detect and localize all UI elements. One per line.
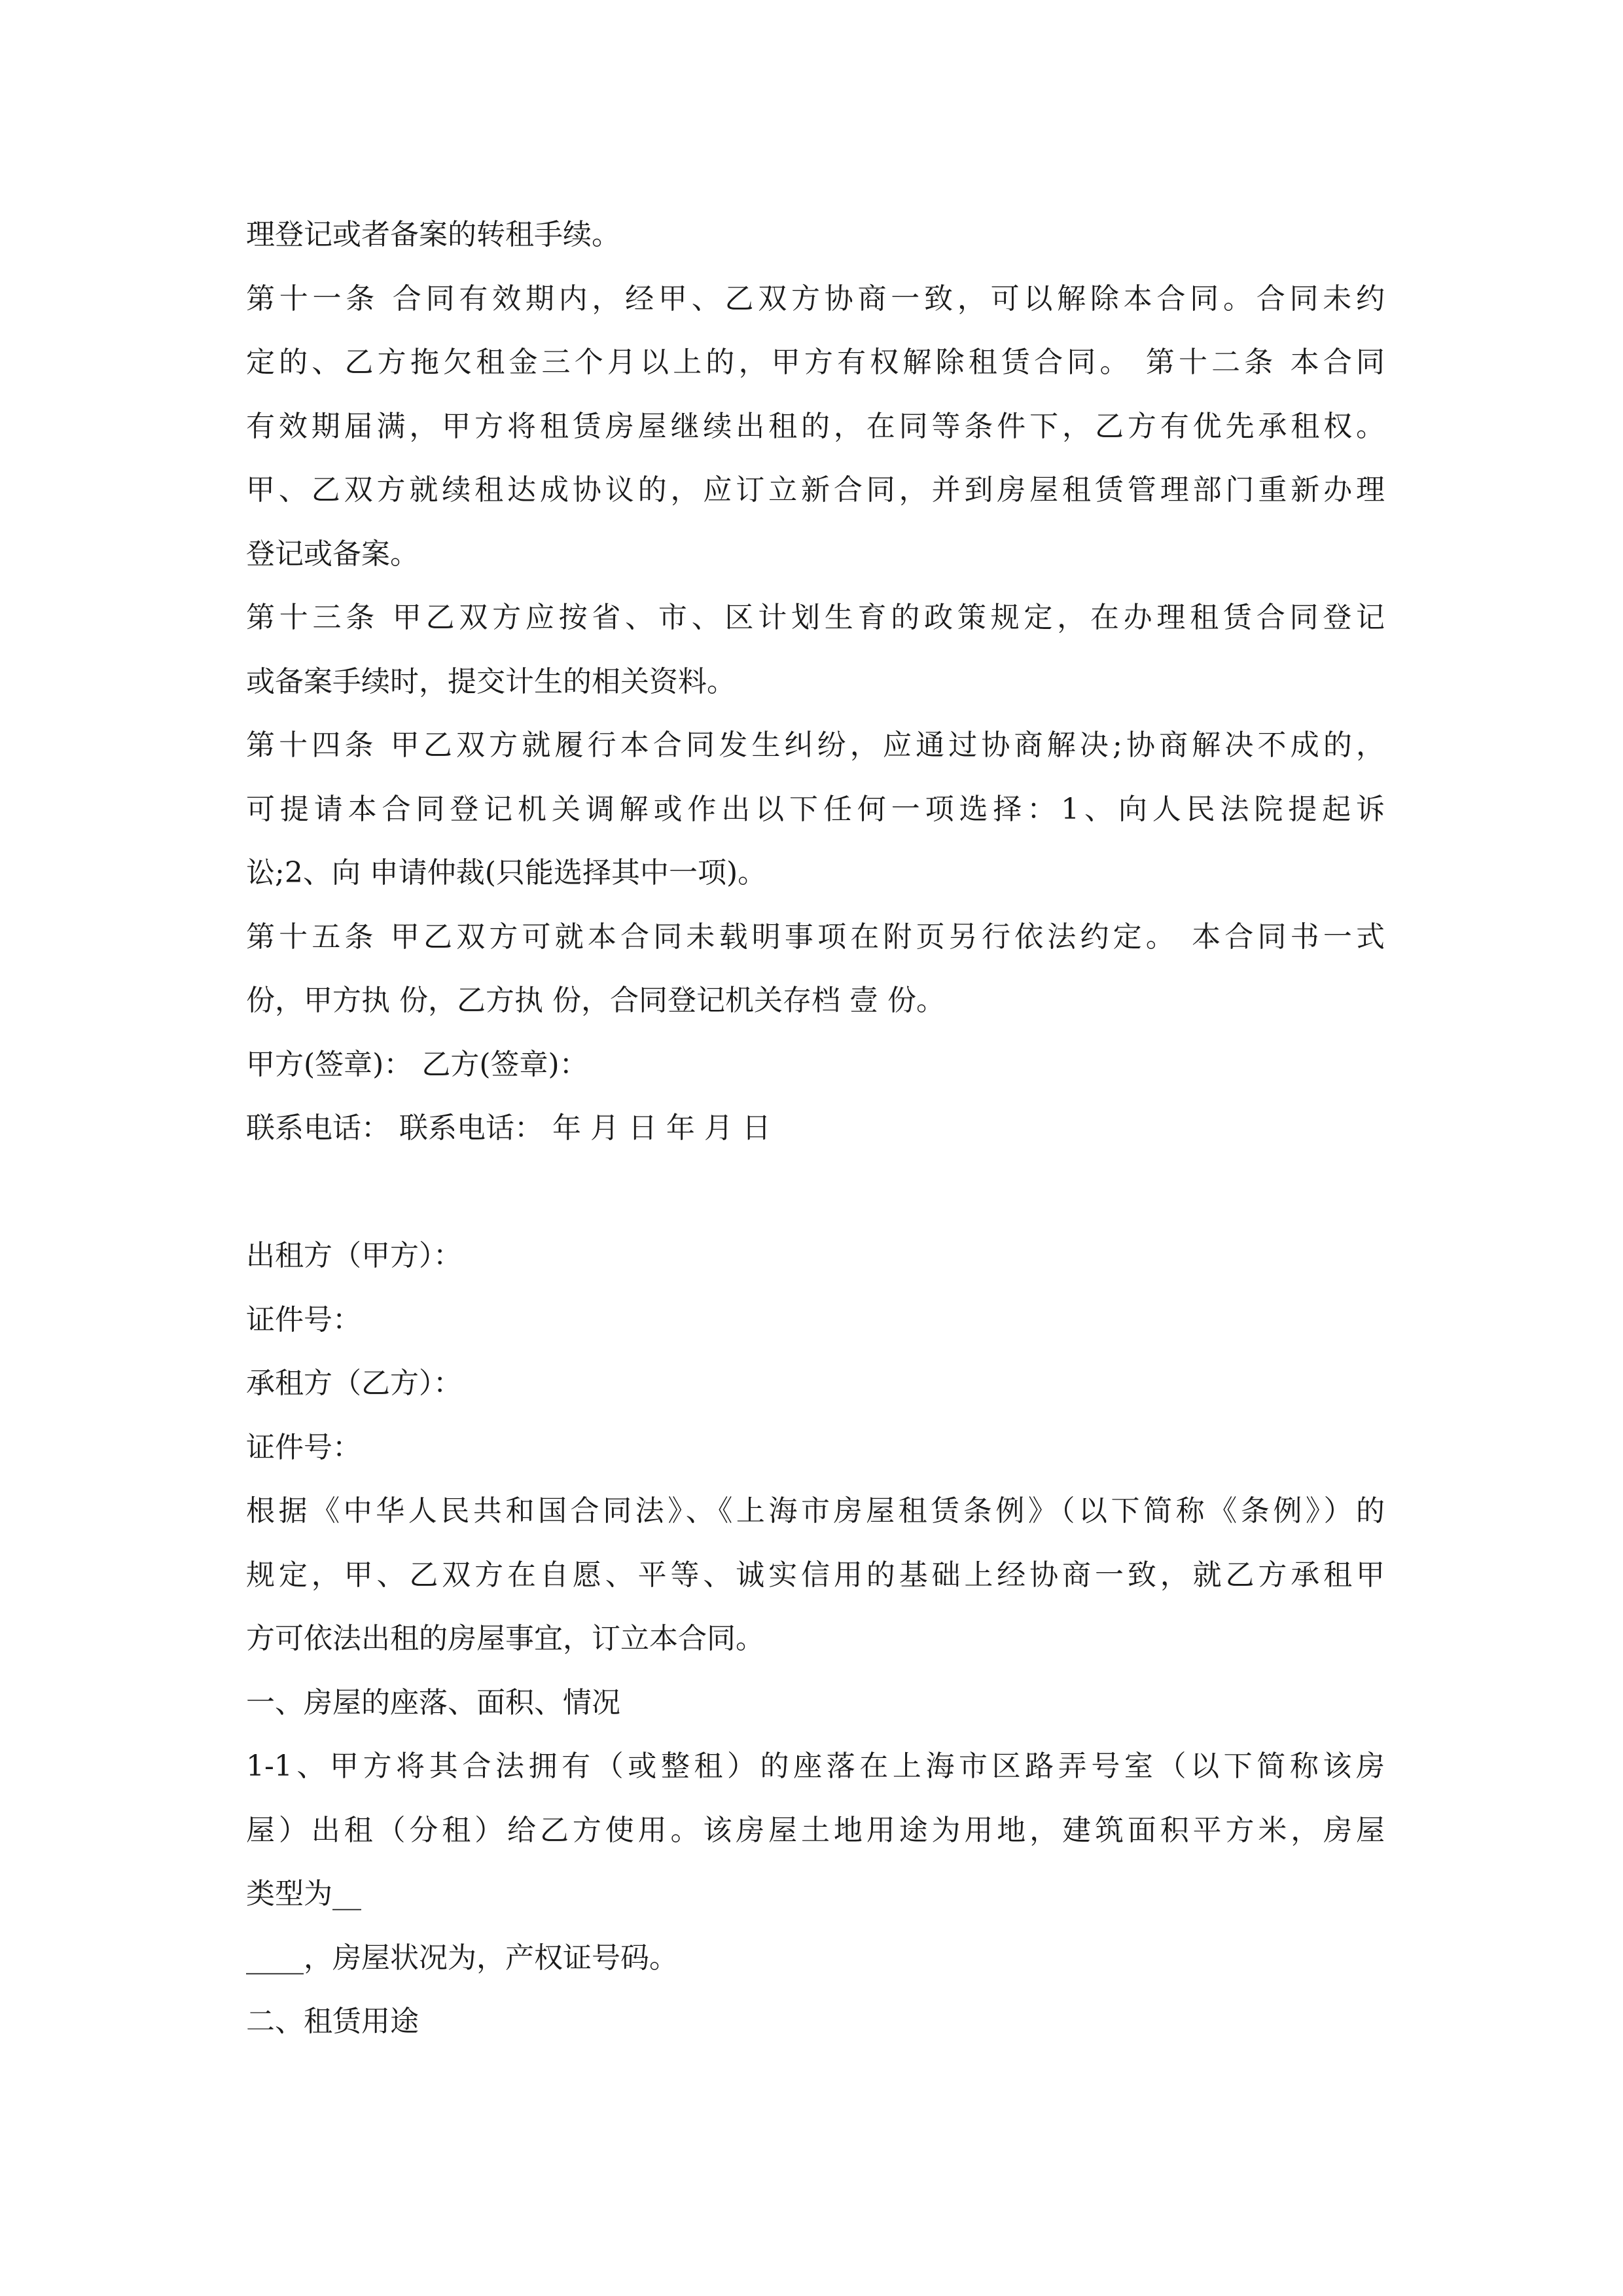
lessor-label: 出租方（甲方）： [246,1239,462,1272]
text-line: 方可依法出租的房屋事宜，订立本合同。 [246,1622,764,1655]
text-line: 第十一条 合同有效期内，经甲、乙双方协商一致，可以解除本合同。合同未约 [246,281,1385,315]
text-line: 第十三条 甲乙双方应按省、市、区计划生育的政策规定，在办理租赁合同登记 [246,601,1385,634]
text-line: 有效期届满，甲方将租赁房屋继续出租的，在同等条件下，乙方有优先承租权。 [246,409,1385,443]
text-line: 屋）出租（分租）给乙方使用。该房屋土地用途为用地，建筑面积平方米，房屋 [246,1813,1385,1847]
text-line: ____，房屋状况为，产权证号码。 [246,1941,678,1975]
lessee-label: 承租方（乙方）： [246,1367,462,1400]
text-line: 第十四条 甲乙双方就履行本合同发生纠纷，应通过协商解决;协商解决不成的， [246,728,1385,762]
text-line: 甲、乙双方就续租达成协议的，应订立新合同，并到房屋租赁管理部门重新办理 [246,473,1385,507]
contact-line: 联系电话： 联系电话： 年 月 日 年 月 日 [246,1111,771,1145]
text-line: 登记或备案。 [246,537,419,571]
document-page [246,203,1385,2054]
id-number-label: 证件号： [246,1302,361,1336]
text-line: 类型为__ [246,1877,361,1910]
text-line: 讼;2、向 申请仲裁(只能选择其中一项)。 [246,856,767,889]
section-heading: 一、房屋的座落、面积、情况 [246,1685,620,1719]
text-line: 份，甲方执 份，乙方执 份，合同登记机关存档 壹 份。 [246,984,945,1017]
text-line: 可提请本合同登记机关调解或作出以下任何一项选择：1、向人民法院提起诉 [246,792,1385,826]
text-line: 第十五条 甲乙双方可就本合同未载明事项在附页另行依法约定。 本合同书一式 [246,920,1385,954]
id-number-label: 证件号： [246,1430,361,1464]
section-heading: 二、租赁用途 [246,2005,419,2038]
text-line: 理登记或者备案的转租手续。 [246,218,620,251]
text-line: 1-1、甲方将其合法拥有（或整租）的座落在上海市区路弄号室（以下简称该房 [246,1749,1385,1783]
text-line: 或备案手续时，提交计生的相关资料。 [246,664,736,698]
section-gap [246,1160,1385,1225]
text-line: 定的、乙方拖欠租金三个月以上的，甲方有权解除租赁合同。 第十二条 本合同 [246,346,1385,379]
text-line: 根据《中华人民共和国合同法》、《上海市房屋租赁条例》（以下简称《条例》）的 [246,1494,1385,1528]
text-line: 规定，甲、乙双方在自愿、平等、诚实信用的基础上经协商一致，就乙方承租甲 [246,1558,1385,1592]
signature-line: 甲方(签章)： 乙方(签章)： [246,1047,588,1081]
